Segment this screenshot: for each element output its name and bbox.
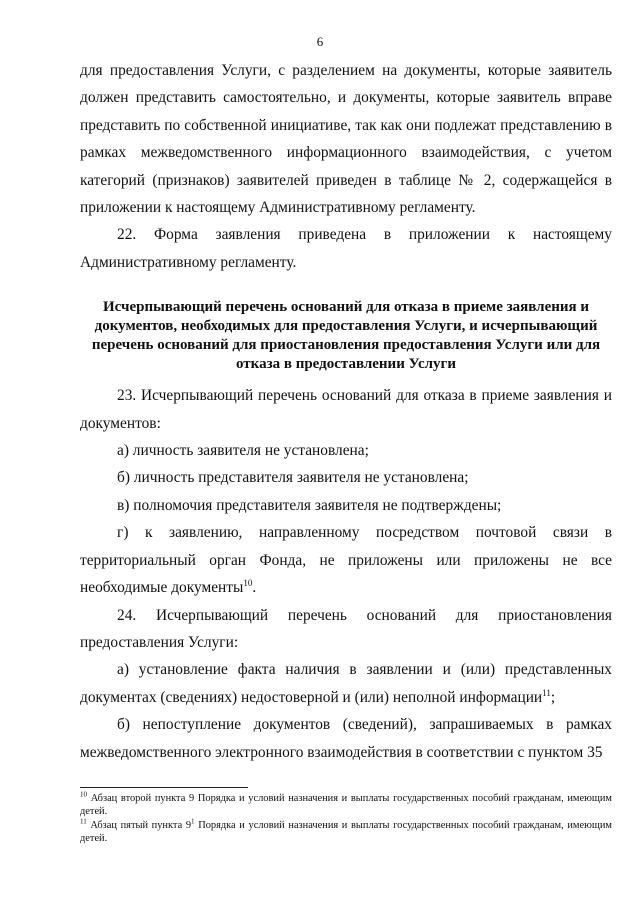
footnote-ref-11: 11 xyxy=(542,687,551,698)
paragraph-24-intro: 24. Исчерпывающий перечень оснований для приостановления предоставления Услуги: xyxy=(80,606,612,651)
footnote-11-sup: 1 xyxy=(191,817,195,826)
paragraph-23-item-b: б) личность представителя заявителя не установлена; xyxy=(117,469,469,487)
footnote-10-num: 10 xyxy=(80,790,87,799)
paragraph-continuation: для предоставления Услуги, с разделением на документы, которые заявитель должен представить самостоятельно, и документы, которые заявитель вправе представить по собственной инициативе, так как они подлежат представлению в рамках межведомственного информационного взаимодействия, с учетом категорий (признаков) заявителей приведен в таблице № 2, содержащейся в приложении к настоящему Административному регламенту. xyxy=(80,62,612,217)
paragraph-23-intro: 23. Исчерпывающий перечень оснований для отказа в приеме заявления и документов: xyxy=(80,387,612,432)
footnote-10-text: Абзац второй пункта 9 Порядка и условий назначения и выплаты государственных пособий гражданам, имеющим детей. xyxy=(80,793,612,817)
footnote-11-text-after: Порядка и условий назначения и выплаты государственных пособий гражданам, имеющим детей. xyxy=(80,820,612,844)
footnote-11-num: 11 xyxy=(80,817,87,826)
document-body xyxy=(80,57,612,766)
item-g-text: г) к заявлению, направленному посредством почтовой связи в территориальный орган Фонда, не приложены или приложены не все необходимые документы xyxy=(80,524,612,597)
paragraph-24-item-a xyxy=(80,656,612,711)
paragraph-22: 22. Форма заявления приведена в приложении к настоящему Административному регламенту. xyxy=(80,226,612,271)
footnotes xyxy=(80,792,612,846)
footnote-separator xyxy=(80,787,248,788)
section-heading: Исчерпывающий перечень оснований для отказа в приеме заявления и документов, необходимых для предоставления Услуги, и исчерпывающий перечень оснований для приостановления предоставления Услуги или для отказа в предоставлении Услуги xyxy=(91,299,601,373)
footnote-11-text-before: Абзац пятый пункта 9 xyxy=(90,820,192,831)
paragraph-23-item-g xyxy=(80,519,612,601)
paragraph-24-item-b: б) непоступление документов (сведений), запрашиваемых в рамках межведомственного электронного взаимодействия в соответствии с пунктом 35 xyxy=(80,716,612,761)
item-g-end: . xyxy=(252,579,257,597)
footnote-10 xyxy=(80,792,612,818)
item-24a-text: а) установление факта наличия в заявлении и (или) представленных документах (сведениях) недостоверной и (или) неполной информации xyxy=(80,661,612,706)
paragraph-23-item-v: в) полномочия представителя заявителя не подтверждены; xyxy=(117,496,502,514)
paragraph-23-item-a: а) личность заявителя не установлена; xyxy=(117,442,369,460)
item-24a-end: ; xyxy=(550,688,556,706)
page-number: 6 xyxy=(316,34,324,49)
footnote-ref-10: 10 xyxy=(243,577,253,588)
footnote-11 xyxy=(80,819,612,845)
